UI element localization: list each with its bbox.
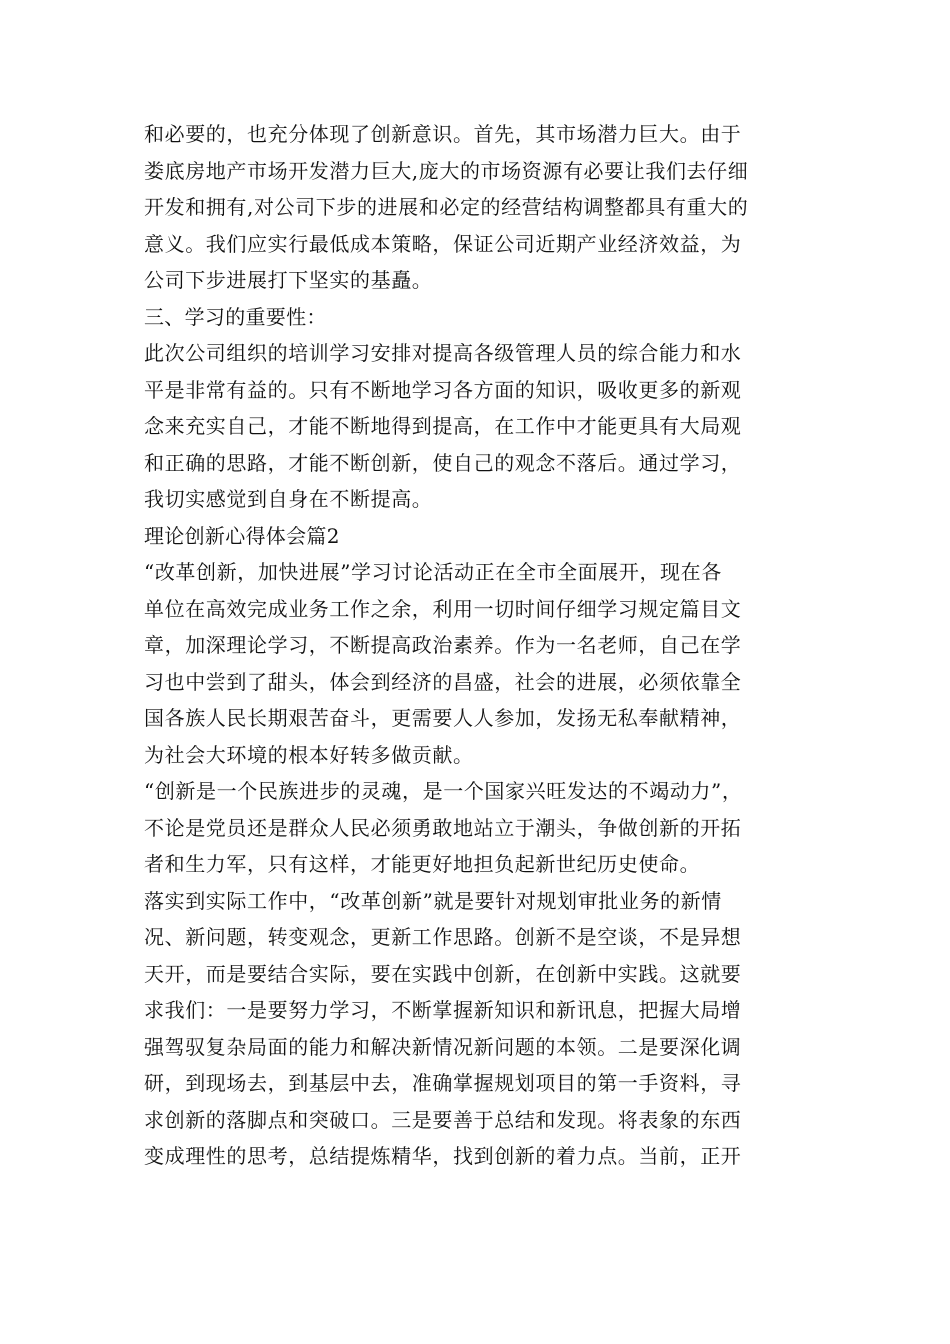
paragraph-line: 者和生力军，只有这样，才能更好地担负起新世纪历史使命。 <box>144 852 701 876</box>
paragraph-line: 公司下步进展打下坚实的基矗。 <box>144 268 433 292</box>
paragraph-line: 变成理性的思考，总结提炼精华，找到创新的着力点。当前，正开 <box>144 1144 742 1168</box>
paragraph-line: 娄底房地产市场开发潜力巨大,庞大的市场资源有必要让我们去仔细 <box>144 158 749 183</box>
paragraph-line: 开发和拥有,对公司下步的进展和必定的经营结构调整都具有重大的 <box>144 195 749 219</box>
paragraph-line: 落实到实际工作中，“改革创新”就是要针对规划审批业务的新情 <box>144 888 722 913</box>
paragraph-line: 和正确的思路，才能不断创新，使自己的观念不落后。通过学习， <box>144 450 742 475</box>
paragraph-line: 国各族人民长期艰苦奋斗，更需要人人参加，发扬无私奉献精神， <box>144 706 742 730</box>
paragraph-line: 习也中尝到了甜头，体会到经济的昌盛，社会的进展，必须依靠全 <box>144 669 742 694</box>
paragraph-line: 强驾驭复杂局面的能力和解决新情况新问题的本领。二是要深化调 <box>144 1034 742 1059</box>
paragraph-line: 念来充实自己，才能不断地得到提高，在工作中才能更具有大局观 <box>144 414 742 438</box>
paragraph-line: 单位在高效完成业务工作之余，利用一切时间仔细学习规定篇目文 <box>144 596 742 621</box>
paragraph-line: 平是非常有益的。只有不断地学习各方面的知识，吸收更多的新观 <box>144 377 742 402</box>
paragraph-line: 研，到现场去，到基层中去，准确掌握规划项目的第一手资料，寻 <box>144 1071 742 1095</box>
section-heading: 三、学习的重要性： <box>144 304 327 329</box>
document-body <box>144 116 814 1175</box>
paragraph-line: 求创新的落脚点和突破口。三是要善于总结和发现。将表象的东西 <box>144 1107 742 1132</box>
section-heading: 理论创新心得体会篇2 <box>144 523 340 548</box>
paragraph-line: 为社会大环境的根本好转多做贡献。 <box>144 742 474 767</box>
paragraph-line: 和必要的，也充分体现了创新意识。首先，其市场潜力巨大。由于 <box>144 122 742 146</box>
paragraph-line: 天开，而是要结合实际，要在实践中创新，在创新中实践。这就要 <box>144 961 742 986</box>
paragraph-line: 求我们：一是要努力学习，不断掌握新知识和新讯息，把握大局增 <box>144 998 742 1022</box>
paragraph-line: “创新是一个民族进步的灵魂，是一个国家兴旺发达的不竭动力”， <box>144 779 743 803</box>
paragraph-line: 我切实感觉到自身在不断提高。 <box>144 487 433 511</box>
paragraph-line: 不论是党员还是群众人民必须勇敢地站立于潮头，争做创新的开拓 <box>144 815 742 840</box>
paragraph-line: 章，加深理论学习，不断提高政治素养。作为一名老师，自己在学 <box>144 633 742 657</box>
paragraph-line: “改革创新，加快进展”学习讨论活动正在全市全面展开，现在各 <box>144 560 722 584</box>
paragraph-line: 此次公司组织的培训学习安排对提高各级管理人员的综合能力和水 <box>144 341 742 365</box>
paragraph-line: 况、新问题，转变观念，更新工作思路。创新不是空谈，不是异想 <box>144 925 742 949</box>
paragraph-line: 意义。我们应实行最低成本策略，保证公司近期产业经济效益，为 <box>144 231 742 256</box>
